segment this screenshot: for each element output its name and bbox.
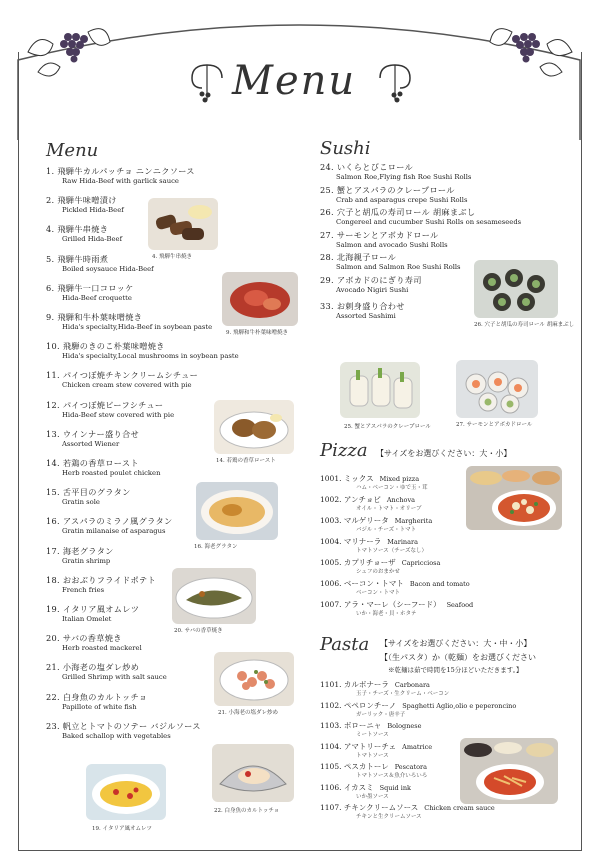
- item-name-en: Chicken cream sauce: [424, 804, 495, 812]
- photo-caption: 14. 若鶏の香草ロースト: [216, 458, 276, 464]
- item-ingredients: いか・海老・貝・ホタテ: [356, 611, 417, 617]
- menu-item: [46, 400, 174, 420]
- photo-caption: 4. 飛騨牛串焼き: [152, 254, 192, 260]
- menu-item: [46, 283, 134, 303]
- item-name-en: Grilled Hida-Beef: [62, 235, 123, 244]
- item-ingredients: ベーコン・トマト: [356, 590, 401, 596]
- item-ingredients: トマトソース: [356, 752, 389, 759]
- item-name-jp: 1105. ペスカトーレ: [320, 762, 389, 771]
- photo-caption: 16. 海老グラタン: [194, 544, 238, 550]
- menu-item: [320, 185, 467, 205]
- item-name-jp: 1005. カプリチョーザ: [320, 558, 396, 567]
- item-name-en: Seafood: [446, 601, 474, 609]
- item-name-jp: 10. 飛騨のきのこ朴葉味噌焼き: [46, 341, 165, 352]
- item-name-jp: 1106. イカスミ: [320, 782, 374, 792]
- photo-grilled-beef-skewers: [148, 198, 218, 250]
- item-name-en: Bolognese: [387, 722, 422, 730]
- photo-caption: 26. 穴子と胡瓜の寿司ロール 胡麻まぶし: [474, 322, 575, 328]
- menu-item: [46, 487, 131, 507]
- item-name-jp: 1001. ミックス: [320, 474, 374, 483]
- photo-salmon-avocado-roll: [456, 360, 538, 418]
- menu-item: [46, 370, 198, 390]
- item-name-en: Assorted Wiener: [62, 439, 120, 448]
- photo-caption: 27. サーモンとアボカドロール: [456, 422, 533, 428]
- item-name-jp: 14. 若鶏の香草ロースト: [46, 458, 139, 468]
- vine-motif-left-icon: [182, 60, 232, 105]
- item-ingredients: ガーリック・唐辛子: [356, 711, 406, 718]
- item-name-en: Italian Omelet: [62, 615, 112, 623]
- item-name-jp: 2. 飛騨牛味噌漬け: [46, 195, 117, 206]
- photo-pizzas: [466, 466, 562, 530]
- menu-item: [46, 224, 122, 244]
- item-name-en: Anchova: [386, 496, 416, 504]
- item-name-jp: 13. ウインナー盛り合せ: [46, 428, 139, 439]
- menu-item: [46, 429, 139, 449]
- photo-caption: 21. 小海老の塩ダレ炒め: [218, 710, 278, 716]
- pizza-size-note: 【サイズをお選びください：大・小】: [376, 449, 512, 458]
- item-name-jp: 1003. マルゲリータ: [320, 516, 389, 525]
- item-name-en: Carbonara: [394, 681, 430, 689]
- item-name-jp: 21. 小海老の塩ダレ炒め: [46, 662, 140, 673]
- grape-ornament-left-icon: [18, 12, 118, 87]
- item-ingredients: ミートソース: [356, 732, 389, 738]
- item-name-jp: 1007. アラ・マーレ（シーフード）: [320, 600, 441, 609]
- pasta-type-note: 【（生パスタ）か（乾麺）をお選びください: [380, 653, 536, 662]
- item-name-jp: 33. お刺身盛り合わせ: [320, 301, 405, 311]
- menu-item: [320, 162, 471, 182]
- section-pizza-heading: Pizza: [320, 440, 368, 461]
- section-menu-heading: Menu: [46, 140, 99, 161]
- price-item: [320, 579, 470, 598]
- item-ingredients: オイル・トマト・オリーブ: [356, 506, 422, 512]
- photo-shrimp-salt-sauce: [214, 652, 294, 706]
- item-name-jp: 16. アスパラのミラノ風グラタン: [46, 516, 173, 527]
- item-name-en: Herb roasted mackerel: [62, 644, 142, 653]
- item-name-en: Avocado Nigiri Sushi: [336, 285, 409, 294]
- item-name-en: Margherita: [394, 517, 433, 525]
- menu-item: [46, 692, 147, 712]
- item-name-en: Gratin milanaise of asparagus: [62, 527, 166, 536]
- menu-item: [46, 721, 201, 741]
- price-item: [320, 474, 428, 493]
- item-name-jp: 1107. チキンクリームソース: [320, 803, 419, 812]
- price-item: [320, 495, 421, 514]
- item-name-en: Papillote of white fish: [62, 702, 137, 711]
- item-name-jp: 28. 北海親子ロール: [320, 252, 397, 262]
- item-name-jp: 18. おおぶりフライドポテト: [46, 574, 156, 585]
- item-name-en: Baked schallop with vegetables: [62, 731, 171, 740]
- item-name-en: Gratin shrimp: [62, 556, 111, 565]
- item-name-en: Mixed pizza: [379, 475, 420, 483]
- item-name-jp: 1104. アマトリーチェ: [320, 741, 397, 751]
- item-name-jp: 1103. ボローニャ: [320, 721, 382, 730]
- item-name-jp: 1101. カルボナーラ: [320, 680, 389, 689]
- price-item: [320, 537, 427, 556]
- menu-item: [46, 312, 212, 332]
- price-item: [320, 680, 449, 699]
- item-name-en: Capricciosa: [401, 559, 441, 567]
- item-name-en: Boiled soysauce Hida-Beef: [62, 264, 154, 273]
- menu-item: [46, 166, 195, 186]
- item-ingredients: チキンと生クリームソース: [356, 814, 422, 820]
- pasta-time-note: ※乾麺は茹で時間を15分ほどいただきます。】: [388, 666, 523, 674]
- menu-item: [46, 604, 139, 624]
- item-name-en: Congereel and cucumber Sushi Rolls on sesameseeds: [336, 218, 522, 226]
- price-item: [320, 721, 421, 740]
- item-name-en: Pickled Hida-Beef: [62, 206, 124, 215]
- item-name-jp: 1004. マリナーラ: [320, 537, 382, 546]
- item-name-jp: 5. 飛騨牛時雨煮: [46, 253, 109, 264]
- photo-shrimp-gratin: [196, 482, 278, 540]
- price-item: [320, 701, 516, 720]
- price-item: [320, 558, 440, 577]
- menu-item: [46, 633, 142, 653]
- price-item: [320, 742, 432, 761]
- item-name-jp: 1102. ペペロンチーノ: [320, 700, 397, 710]
- menu-item: [320, 207, 521, 227]
- item-name-jp: 17. 海老グラタン: [46, 545, 114, 556]
- item-name-jp: 23. 帆立とトマトのソテー バジルソース: [46, 720, 201, 731]
- item-name-jp: 12. パイつぼ焼ビーフシチュー: [46, 399, 164, 410]
- photo-caption: 22. 白身魚のカルトッチョ: [214, 808, 280, 814]
- item-name-jp: 1. 飛騨牛カルパッチョ ニンニクソース: [46, 166, 195, 176]
- pasta-size-note: 【サイズをお選びください：大・中・小】: [380, 639, 532, 648]
- item-name-en: Hida-Beef stew covered with pie: [62, 410, 175, 419]
- item-name-jp: 24. いくらとびこロール: [320, 162, 414, 172]
- item-name-jp: 15. 舌平目のグラタン: [46, 487, 131, 498]
- photo-roast-chicken: [214, 400, 294, 454]
- item-name-en: Assorted Sashimi: [336, 312, 396, 320]
- photo-caption: 19. イタリア風オムレツ: [92, 826, 152, 832]
- item-name-en: Salmon and avocado Sushi Rolls: [336, 240, 448, 249]
- page-title: Menu: [232, 58, 357, 104]
- item-name-en: Amatrice: [402, 742, 433, 751]
- photo-sushi-rolls-sesame: [474, 260, 558, 318]
- menu-item: [46, 458, 160, 478]
- photo-crab-crepe-roll: [340, 362, 420, 418]
- item-name-jp: 20. サバの香草焼き: [46, 633, 122, 644]
- menu-item: [46, 516, 173, 536]
- item-name-jp: 29. アボカドのにぎり寿司: [320, 274, 422, 285]
- item-name-jp: 25. 蟹とアスパラのクレープロール: [320, 184, 455, 195]
- item-name-en: Hida's specialty,Local mushrooms in soybean paste: [62, 352, 239, 361]
- item-name-jp: 6. 飛騨牛一口コロッケ: [46, 282, 134, 293]
- item-ingredients: トマトソース＆魚介いろいろ: [356, 773, 428, 779]
- menu-item: [320, 275, 422, 295]
- item-name-jp: 26. 穴子と胡瓜の寿司ロール 胡麻まぶし: [320, 207, 476, 217]
- item-name-en: Salmon Roe,Flying fish Roe Sushi Rolls: [336, 173, 472, 181]
- item-ingredients: ハム・ベーコン・ゆで玉・茸: [356, 485, 428, 491]
- menu-item: [46, 195, 124, 215]
- price-item: [320, 783, 411, 802]
- item-name-en: Grilled Shrimp with salt sauce: [62, 673, 167, 682]
- item-name-jp: 9. 飛騨和牛朴葉味噌焼き: [46, 312, 143, 322]
- item-ingredients: いか墨ソース: [356, 793, 389, 800]
- item-name-jp: 1006. ベーコン・トマト: [320, 579, 404, 588]
- item-name-en: Herb roasted poulet chicken: [62, 469, 161, 477]
- menu-item: [46, 662, 167, 682]
- item-ingredients: 玉子・チーズ・生クリーム・ベーコン: [356, 691, 450, 697]
- section-pasta-heading: Pasta: [320, 634, 370, 655]
- item-name-en: Marinara: [387, 538, 418, 546]
- photo-caption: 9. 飛騨和牛朴葉味噌焼き: [226, 330, 288, 336]
- photo-italian-omelet: [86, 764, 166, 820]
- item-name-en: Squid ink: [379, 783, 411, 792]
- menu-item: [320, 252, 461, 272]
- menu-item: [46, 546, 114, 566]
- item-name-en: Raw Hida-Beef with garlick sauce: [62, 177, 179, 185]
- item-name-jp: 19. イタリア風オムレツ: [46, 604, 140, 614]
- item-name-jp: 22. 白身魚のカルトッチョ: [46, 691, 148, 702]
- photo-caption: 25. 蟹とアスパラのクレープロール: [344, 424, 431, 430]
- menu-item: [46, 341, 239, 361]
- section-sushi-heading: Sushi: [320, 138, 371, 159]
- item-name-en: Hida-Beef croquette: [62, 293, 132, 302]
- item-name-en: French fries: [62, 585, 105, 594]
- item-name-en: Pescatora: [394, 763, 428, 771]
- item-name-en: Gratin sole: [62, 498, 100, 507]
- photo-herb-mackerel: [172, 568, 256, 624]
- item-ingredients: シェフのおまかせ: [356, 569, 400, 575]
- menu-item: [46, 575, 156, 595]
- vine-motif-right-icon: [370, 60, 420, 105]
- price-item: [320, 803, 495, 822]
- item-name-en: Spaghetti Aglio,olio e peperoncino: [402, 701, 517, 710]
- item-ingredients: バジル・チーズ・トマト: [356, 527, 417, 533]
- price-item: [320, 762, 427, 781]
- photo-pastas: [460, 738, 558, 804]
- price-item: [320, 516, 432, 535]
- item-name-en: Crab and asparagus crepe Sushi Rolls: [336, 195, 468, 204]
- item-ingredients: トマトソース（チーズなし）: [356, 548, 427, 554]
- menu-item: [46, 254, 154, 274]
- item-name-jp: 27. サーモンとアボカドロール: [320, 229, 439, 240]
- item-name-jp: 11. パイつぼ焼チキンクリームシチュー: [46, 370, 199, 381]
- item-name-en: Hida's specialty,Hida-Beef in soybean paste: [62, 323, 213, 331]
- item-name-en: Bacon and tomato: [409, 580, 470, 588]
- photo-caption: 20. サバの香草焼き: [174, 628, 223, 634]
- item-name-jp: 4. 飛騨牛串焼き: [46, 224, 109, 235]
- menu-item: [320, 301, 405, 321]
- menu-item: [320, 230, 448, 250]
- item-name-en: Salmon and Salmon Roe Sushi Rolls: [336, 263, 461, 271]
- photo-white-fish-cartoccio: [212, 744, 294, 802]
- item-name-en: Chicken cream stew covered with pie: [62, 381, 192, 390]
- item-name-jp: 1002. アンチョビ: [320, 495, 381, 504]
- price-item: [320, 600, 473, 619]
- grape-ornament-right-icon: [482, 12, 582, 87]
- photo-hoba-miso-beef: [222, 272, 298, 326]
